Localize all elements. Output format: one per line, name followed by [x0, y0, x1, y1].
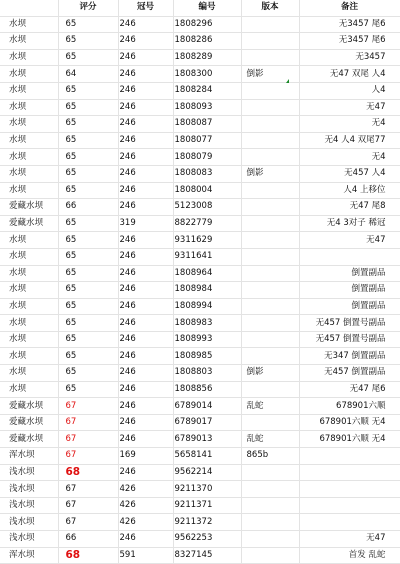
cell-score[interactable]: 65: [58, 165, 118, 182]
cell-name[interactable]: 水坝: [0, 165, 58, 182]
cell-number[interactable]: 1808994: [173, 298, 241, 315]
cell-crown[interactable]: 246: [118, 331, 173, 348]
cell-crown[interactable]: 246: [118, 315, 173, 332]
cell-score[interactable]: 65: [58, 315, 118, 332]
cell-note[interactable]: 无3457: [299, 49, 400, 66]
cell-score[interactable]: 65: [58, 49, 118, 66]
cell-number[interactable]: 5658141: [173, 448, 241, 465]
cell-crown[interactable]: 246: [118, 298, 173, 315]
cell-name[interactable]: 水坝: [0, 49, 58, 66]
cell-score[interactable]: 67: [58, 431, 118, 448]
cell-number[interactable]: 9562253: [173, 531, 241, 548]
cell-score[interactable]: 65: [58, 16, 118, 33]
table-row[interactable]: [0, 16, 400, 33]
table-row[interactable]: [0, 531, 400, 548]
table-row[interactable]: [0, 464, 400, 481]
table-row[interactable]: [0, 116, 400, 133]
cell-note[interactable]: [299, 448, 400, 465]
cell-crown[interactable]: 246: [118, 66, 173, 83]
cell-name[interactable]: 水坝: [0, 315, 58, 332]
table-body: [0, 16, 400, 564]
cell-number[interactable]: 1808296: [173, 16, 241, 33]
cell-version[interactable]: [241, 49, 299, 66]
cell-number[interactable]: 6789014: [173, 398, 241, 415]
cell-number[interactable]: 9211370: [173, 481, 241, 498]
cell-crown[interactable]: 246: [118, 82, 173, 99]
cell-score[interactable]: 67: [58, 481, 118, 498]
cell-version[interactable]: 乱蛇: [241, 431, 299, 448]
cell-crown[interactable]: 246: [118, 414, 173, 431]
cell-note[interactable]: 倒置副品: [299, 298, 400, 315]
table-row[interactable]: [0, 215, 400, 232]
cell-number[interactable]: 6789017: [173, 414, 241, 431]
cell-number[interactable]: 1808984: [173, 282, 241, 299]
table-row[interactable]: [0, 66, 400, 83]
cell-note[interactable]: 678901六顺 无4: [299, 414, 400, 431]
cell-crown[interactable]: 426: [118, 481, 173, 498]
cell-score[interactable]: 65: [58, 381, 118, 398]
cell-score[interactable]: 68: [58, 547, 118, 564]
cell-note[interactable]: 无4: [299, 149, 400, 166]
cell-name[interactable]: 爱藏水坝: [0, 414, 58, 431]
cell-version[interactable]: [241, 514, 299, 531]
cell-number[interactable]: 1808983: [173, 315, 241, 332]
cell-score[interactable]: 66: [58, 531, 118, 548]
table-row[interactable]: [0, 514, 400, 531]
cell-crown[interactable]: 246: [118, 282, 173, 299]
cell-crown[interactable]: 246: [118, 365, 173, 382]
cell-crown[interactable]: 169: [118, 448, 173, 465]
cell-version[interactable]: [241, 315, 299, 332]
cell-score[interactable]: 65: [58, 116, 118, 133]
table-row[interactable]: [0, 414, 400, 431]
cell-number[interactable]: 1808803: [173, 365, 241, 382]
cell-crown[interactable]: 246: [118, 165, 173, 182]
cell-score[interactable]: 65: [58, 248, 118, 265]
table-row[interactable]: [0, 481, 400, 498]
cell-version[interactable]: [241, 16, 299, 33]
cell-number[interactable]: 1808083: [173, 165, 241, 182]
cell-name[interactable]: 浑水坝: [0, 448, 58, 465]
cell-note[interactable]: 倒置副品: [299, 282, 400, 299]
table-row[interactable]: [0, 248, 400, 265]
cell-score[interactable]: 65: [58, 149, 118, 166]
cell-number[interactable]: 1808856: [173, 381, 241, 398]
table-row[interactable]: [0, 199, 400, 216]
cell-name[interactable]: 水坝: [0, 348, 58, 365]
cell-note[interactable]: [299, 248, 400, 265]
cell-name[interactable]: 水坝: [0, 232, 58, 249]
cell-score[interactable]: 65: [58, 265, 118, 282]
cell-name[interactable]: 爱藏水坝: [0, 431, 58, 448]
cell-version[interactable]: [241, 199, 299, 216]
table-row[interactable]: [0, 149, 400, 166]
cell-note[interactable]: 无47: [299, 232, 400, 249]
cell-note[interactable]: 无4 3对子 稀冠: [299, 215, 400, 232]
header-number[interactable]: 编号: [173, 0, 241, 16]
cell-version[interactable]: [241, 232, 299, 249]
cell-name[interactable]: 浅水坝: [0, 531, 58, 548]
table-row[interactable]: [0, 298, 400, 315]
cell-name[interactable]: 浅水坝: [0, 464, 58, 481]
table-row[interactable]: [0, 265, 400, 282]
cell-version[interactable]: [241, 531, 299, 548]
cell-name[interactable]: 水坝: [0, 365, 58, 382]
cell-name[interactable]: 浑水坝: [0, 547, 58, 564]
cell-note[interactable]: 无47 尾6: [299, 381, 400, 398]
header-row: [0, 0, 400, 16]
cell-number[interactable]: 8822779: [173, 215, 241, 232]
cell-version[interactable]: [241, 547, 299, 564]
cell-crown[interactable]: 246: [118, 49, 173, 66]
cell-name[interactable]: 爱藏水坝: [0, 215, 58, 232]
cell-score[interactable]: 67: [58, 448, 118, 465]
cell-score[interactable]: 67: [58, 497, 118, 514]
cell-number[interactable]: 1808087: [173, 116, 241, 133]
cell-score[interactable]: 65: [58, 298, 118, 315]
cell-version[interactable]: [241, 82, 299, 99]
table-row[interactable]: [0, 448, 400, 465]
header-crown[interactable]: 冠号: [118, 0, 173, 16]
table-row[interactable]: [0, 348, 400, 365]
cell-version[interactable]: [241, 215, 299, 232]
table-row[interactable]: [0, 431, 400, 448]
cell-name[interactable]: 爱藏水坝: [0, 398, 58, 415]
cell-version[interactable]: [241, 99, 299, 116]
cell-crown[interactable]: 246: [118, 398, 173, 415]
cell-note[interactable]: 678901六顺 无4: [299, 431, 400, 448]
cell-crown[interactable]: 591: [118, 547, 173, 564]
cell-name[interactable]: 浅水坝: [0, 497, 58, 514]
table-row[interactable]: [0, 398, 400, 415]
cell-version[interactable]: [241, 481, 299, 498]
cell-note[interactable]: 无457 倒置号副品: [299, 315, 400, 332]
cell-name[interactable]: 水坝: [0, 132, 58, 149]
cell-name[interactable]: 水坝: [0, 248, 58, 265]
table-row[interactable]: [0, 547, 400, 564]
cell-note[interactable]: [299, 514, 400, 531]
cell-note[interactable]: 无457 倒置号副品: [299, 331, 400, 348]
table-row[interactable]: [0, 331, 400, 348]
cell-score[interactable]: 65: [58, 348, 118, 365]
cell-name[interactable]: 水坝: [0, 66, 58, 83]
cell-note[interactable]: 无47: [299, 99, 400, 116]
cell-score[interactable]: 65: [58, 82, 118, 99]
cell-crown[interactable]: 246: [118, 116, 173, 133]
cell-crown[interactable]: 246: [118, 99, 173, 116]
header-score[interactable]: 评分: [58, 0, 118, 16]
cell-number[interactable]: 1808079: [173, 149, 241, 166]
cell-version[interactable]: [241, 298, 299, 315]
cell-score[interactable]: 65: [58, 99, 118, 116]
cell-note[interactable]: 人4: [299, 82, 400, 99]
cell-crown[interactable]: 246: [118, 132, 173, 149]
header-note[interactable]: 备注: [299, 0, 400, 16]
cell-score[interactable]: 67: [58, 398, 118, 415]
cell-version[interactable]: [241, 464, 299, 481]
header-name[interactable]: [0, 0, 58, 16]
cell-version[interactable]: [241, 132, 299, 149]
cell-number[interactable]: 1808964: [173, 265, 241, 282]
cell-number[interactable]: 5123008: [173, 199, 241, 216]
cell-crown[interactable]: 246: [118, 431, 173, 448]
cell-score[interactable]: 65: [58, 365, 118, 382]
cell-score[interactable]: 65: [58, 331, 118, 348]
table-row[interactable]: [0, 165, 400, 182]
cell-note[interactable]: 倒置副品: [299, 265, 400, 282]
cell-note[interactable]: [299, 497, 400, 514]
table-row[interactable]: [0, 381, 400, 398]
table-row[interactable]: [0, 282, 400, 299]
cell-crown[interactable]: 246: [118, 182, 173, 199]
cell-crown[interactable]: 426: [118, 497, 173, 514]
cell-version[interactable]: 倒影: [241, 66, 299, 83]
cell-score[interactable]: 65: [58, 132, 118, 149]
table-row[interactable]: [0, 99, 400, 116]
cell-number[interactable]: 1808004: [173, 182, 241, 199]
cell-number[interactable]: 1808286: [173, 33, 241, 50]
cell-number[interactable]: 1808300: [173, 66, 241, 83]
cell-name[interactable]: 水坝: [0, 33, 58, 50]
cell-number[interactable]: 1808985: [173, 348, 241, 365]
cell-name[interactable]: 水坝: [0, 331, 58, 348]
cell-score[interactable]: 67: [58, 514, 118, 531]
cell-name[interactable]: 浅水坝: [0, 514, 58, 531]
table-row[interactable]: [0, 497, 400, 514]
cell-note[interactable]: 678901六顺: [299, 398, 400, 415]
cell-version[interactable]: [241, 497, 299, 514]
cell-name[interactable]: 水坝: [0, 99, 58, 116]
cell-crown[interactable]: 246: [118, 149, 173, 166]
cell-score[interactable]: 65: [58, 215, 118, 232]
cell-number[interactable]: 1808284: [173, 82, 241, 99]
cell-note[interactable]: 无3457 尾6: [299, 33, 400, 50]
cell-score[interactable]: 64: [58, 66, 118, 83]
cell-crown[interactable]: 246: [118, 199, 173, 216]
cell-number[interactable]: 9211372: [173, 514, 241, 531]
cell-number[interactable]: 9311629: [173, 232, 241, 249]
cell-note[interactable]: 无47 双尾 人4: [299, 66, 400, 83]
cell-number[interactable]: 8327145: [173, 547, 241, 564]
cell-version[interactable]: [241, 265, 299, 282]
cell-note[interactable]: [299, 481, 400, 498]
cell-score[interactable]: 65: [58, 33, 118, 50]
cell-name[interactable]: 水坝: [0, 82, 58, 99]
cell-name[interactable]: 爱藏水坝: [0, 199, 58, 216]
cell-crown[interactable]: 246: [118, 16, 173, 33]
cell-version[interactable]: [241, 331, 299, 348]
cell-number[interactable]: 9562214: [173, 464, 241, 481]
cell-note[interactable]: 无457 倒置副品: [299, 365, 400, 382]
cell-score[interactable]: 65: [58, 282, 118, 299]
cell-number[interactable]: 9311641: [173, 248, 241, 265]
cell-name[interactable]: 水坝: [0, 298, 58, 315]
table-row[interactable]: [0, 33, 400, 50]
cell-version[interactable]: [241, 116, 299, 133]
cell-name[interactable]: 水坝: [0, 182, 58, 199]
cell-crown[interactable]: 246: [118, 248, 173, 265]
cell-score[interactable]: 65: [58, 182, 118, 199]
cell-number[interactable]: 1808093: [173, 99, 241, 116]
cell-version[interactable]: [241, 381, 299, 398]
cell-number[interactable]: 1808993: [173, 331, 241, 348]
cell-name[interactable]: 水坝: [0, 282, 58, 299]
cell-version[interactable]: 865b: [241, 448, 299, 465]
cell-note[interactable]: 无47 尾8: [299, 199, 400, 216]
cell-version[interactable]: [241, 149, 299, 166]
cell-crown[interactable]: 319: [118, 215, 173, 232]
cell-version[interactable]: [241, 248, 299, 265]
cell-version[interactable]: 倒影: [241, 365, 299, 382]
cell-name[interactable]: 水坝: [0, 16, 58, 33]
header-version[interactable]: 版本: [241, 0, 299, 16]
cell-note[interactable]: 无4 人4 双尾77: [299, 132, 400, 149]
cell-version[interactable]: [241, 282, 299, 299]
table-row[interactable]: [0, 49, 400, 66]
cell-number[interactable]: 6789013: [173, 431, 241, 448]
table-row[interactable]: [0, 82, 400, 99]
cell-name[interactable]: 水坝: [0, 116, 58, 133]
cell-score[interactable]: 65: [58, 232, 118, 249]
cell-note[interactable]: 无4: [299, 116, 400, 133]
table-row[interactable]: [0, 315, 400, 332]
cell-number[interactable]: 1808289: [173, 49, 241, 66]
cell-score[interactable]: 67: [58, 414, 118, 431]
cell-note[interactable]: 无3457 尾6: [299, 16, 400, 33]
cell-version[interactable]: [241, 182, 299, 199]
cell-note[interactable]: 首发 乱蛇: [299, 547, 400, 564]
cell-comment-marker: [286, 79, 289, 83]
table-row[interactable]: [0, 132, 400, 149]
cell-name[interactable]: 浅水坝: [0, 481, 58, 498]
cell-name[interactable]: 水坝: [0, 265, 58, 282]
cell-score[interactable]: 66: [58, 199, 118, 216]
cell-version[interactable]: 倒影: [241, 165, 299, 182]
cell-crown[interactable]: 246: [118, 531, 173, 548]
cell-name[interactable]: 水坝: [0, 381, 58, 398]
cell-version[interactable]: [241, 348, 299, 365]
cell-score[interactable]: 68: [58, 464, 118, 481]
table-row[interactable]: [0, 232, 400, 249]
cell-crown[interactable]: 246: [118, 265, 173, 282]
cell-crown[interactable]: 246: [118, 348, 173, 365]
cell-number[interactable]: 1808077: [173, 132, 241, 149]
table-row[interactable]: [0, 365, 400, 382]
cell-crown[interactable]: 246: [118, 381, 173, 398]
table-row[interactable]: [0, 182, 400, 199]
cell-crown[interactable]: 246: [118, 232, 173, 249]
cell-name[interactable]: 水坝: [0, 149, 58, 166]
cell-crown[interactable]: 246: [118, 464, 173, 481]
cell-crown[interactable]: 246: [118, 33, 173, 50]
cell-note[interactable]: 无347 倒置副品: [299, 348, 400, 365]
cell-note[interactable]: 无457 人4: [299, 165, 400, 182]
cell-note[interactable]: [299, 464, 400, 481]
cell-note[interactable]: 无47: [299, 531, 400, 548]
cell-version[interactable]: 乱蛇: [241, 398, 299, 415]
cell-version[interactable]: [241, 414, 299, 431]
cell-number[interactable]: 9211371: [173, 497, 241, 514]
cell-crown[interactable]: 426: [118, 514, 173, 531]
cell-version[interactable]: [241, 33, 299, 50]
cell-note[interactable]: 人4 上移位: [299, 182, 400, 199]
